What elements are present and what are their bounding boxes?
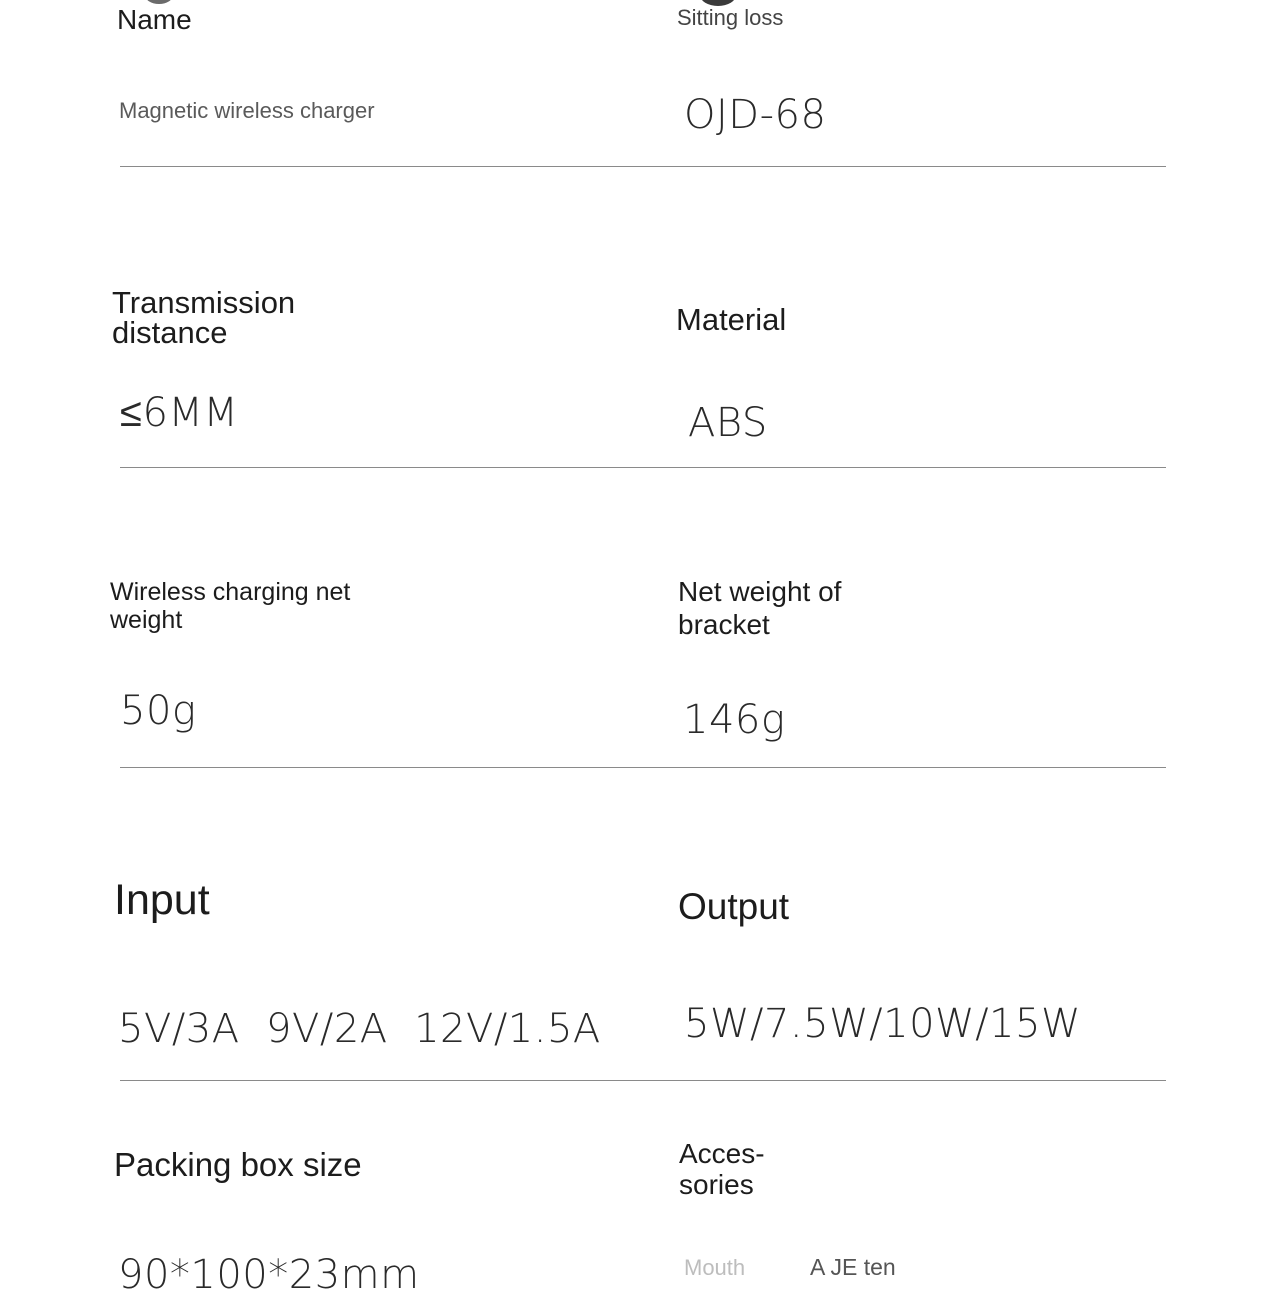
output-label: Output [678, 886, 790, 927]
accessories-label-line1: Acces- [679, 1138, 765, 1169]
accessory-item-1: Mouth [684, 1255, 746, 1280]
wireless-charging-net-weight-value: 50g [120, 688, 197, 734]
sitting-loss-label: Sitting loss [677, 5, 784, 30]
material-label: Material [676, 302, 787, 337]
bracket-net-weight-label-line2: bracket [678, 609, 770, 640]
transmission-distance-value: ≤6MM [120, 390, 239, 436]
accessories-label [679, 1138, 765, 1200]
wireless-charging-net-weight-label [110, 578, 350, 634]
transmission-distance-label [112, 285, 296, 350]
material-value: ABS [688, 400, 768, 446]
row-divider-2 [120, 467, 1166, 468]
row-divider-1 [120, 166, 1166, 167]
packing-box-size-value: 90*100*23mm [118, 1252, 420, 1298]
bracket-net-weight-label-line1: Net weight of [678, 576, 842, 607]
row-divider-4 [120, 1080, 1166, 1081]
input-label: Input [114, 876, 210, 924]
accessories-label-line2: sories [679, 1169, 754, 1200]
packing-box-size-label: Packing box size [114, 1146, 362, 1183]
wireless-charging-net-weight-label-line2: weight [110, 606, 183, 634]
input-value: 5V/3A 9V/2A 12V/1.5A [118, 1006, 601, 1052]
name-label: Name [117, 4, 192, 35]
name-value: Magnetic wireless charger [119, 98, 375, 123]
output-value: 5W/7.5W/10W/15W [684, 1001, 1081, 1047]
bracket-net-weight-value: 146g [683, 697, 786, 743]
wireless-charging-net-weight-label-line1: Wireless charging net [110, 578, 351, 606]
row-divider-3 [120, 767, 1166, 768]
bracket-net-weight-label [678, 575, 841, 641]
transmission-distance-label-line1: Transmission [112, 285, 296, 320]
model-value: OJD-68 [684, 92, 827, 138]
transmission-distance-label-line2: distance [112, 315, 228, 350]
accessory-item-2: A JE ten [810, 1254, 896, 1280]
